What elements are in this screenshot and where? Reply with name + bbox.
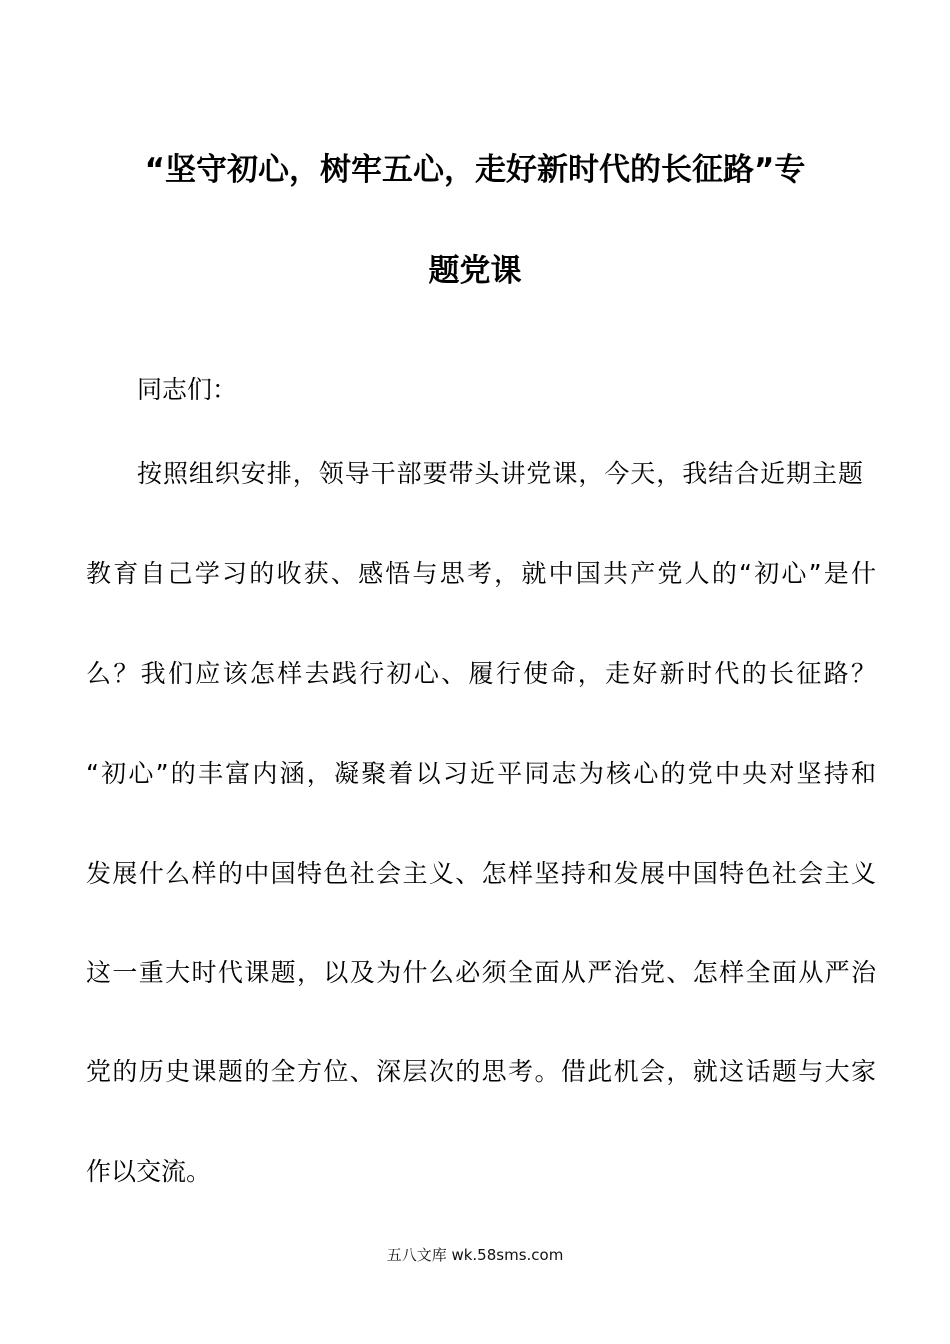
paragraph-line-2: 教育自己学习的收获、感悟与思考，就中国共产党人的“初心”是什 xyxy=(86,559,876,588)
paragraph-line-4: “初心”的丰富内涵，凝聚着以习近平同志为核心的党中央对坚持和 xyxy=(86,759,876,788)
paragraph-line-7: 党的历史课题的全方位、深层次的思考。借此机会，就这话题与大家 xyxy=(86,1057,876,1086)
document-title-line-1: “坚守初心，树牢五心，走好新时代的长征路”专 xyxy=(144,152,806,188)
paragraph-line-6: 这一重大时代课题，以及为什么必须全面从严治党、怎样全面从严治 xyxy=(86,958,876,987)
paragraph-line-5: 发展什么样的中国特色社会主义、怎样坚持和发展中国特色社会主义 xyxy=(86,859,876,888)
salutation: 同志们： xyxy=(137,375,238,404)
footer-watermark: 五八文库 wk.58sms.com xyxy=(386,1246,564,1264)
paragraph-line-1: 按照组织安排，领导干部要带头讲党课，今天，我结合近期主题 xyxy=(137,459,863,488)
document-title-line-2: 题党课 xyxy=(428,253,522,289)
paragraph-line-8: 作以交流。 xyxy=(86,1157,212,1186)
paragraph-line-3: 么？我们应该怎样去践行初心、履行使命，走好新时代的长征路？ xyxy=(86,659,876,688)
